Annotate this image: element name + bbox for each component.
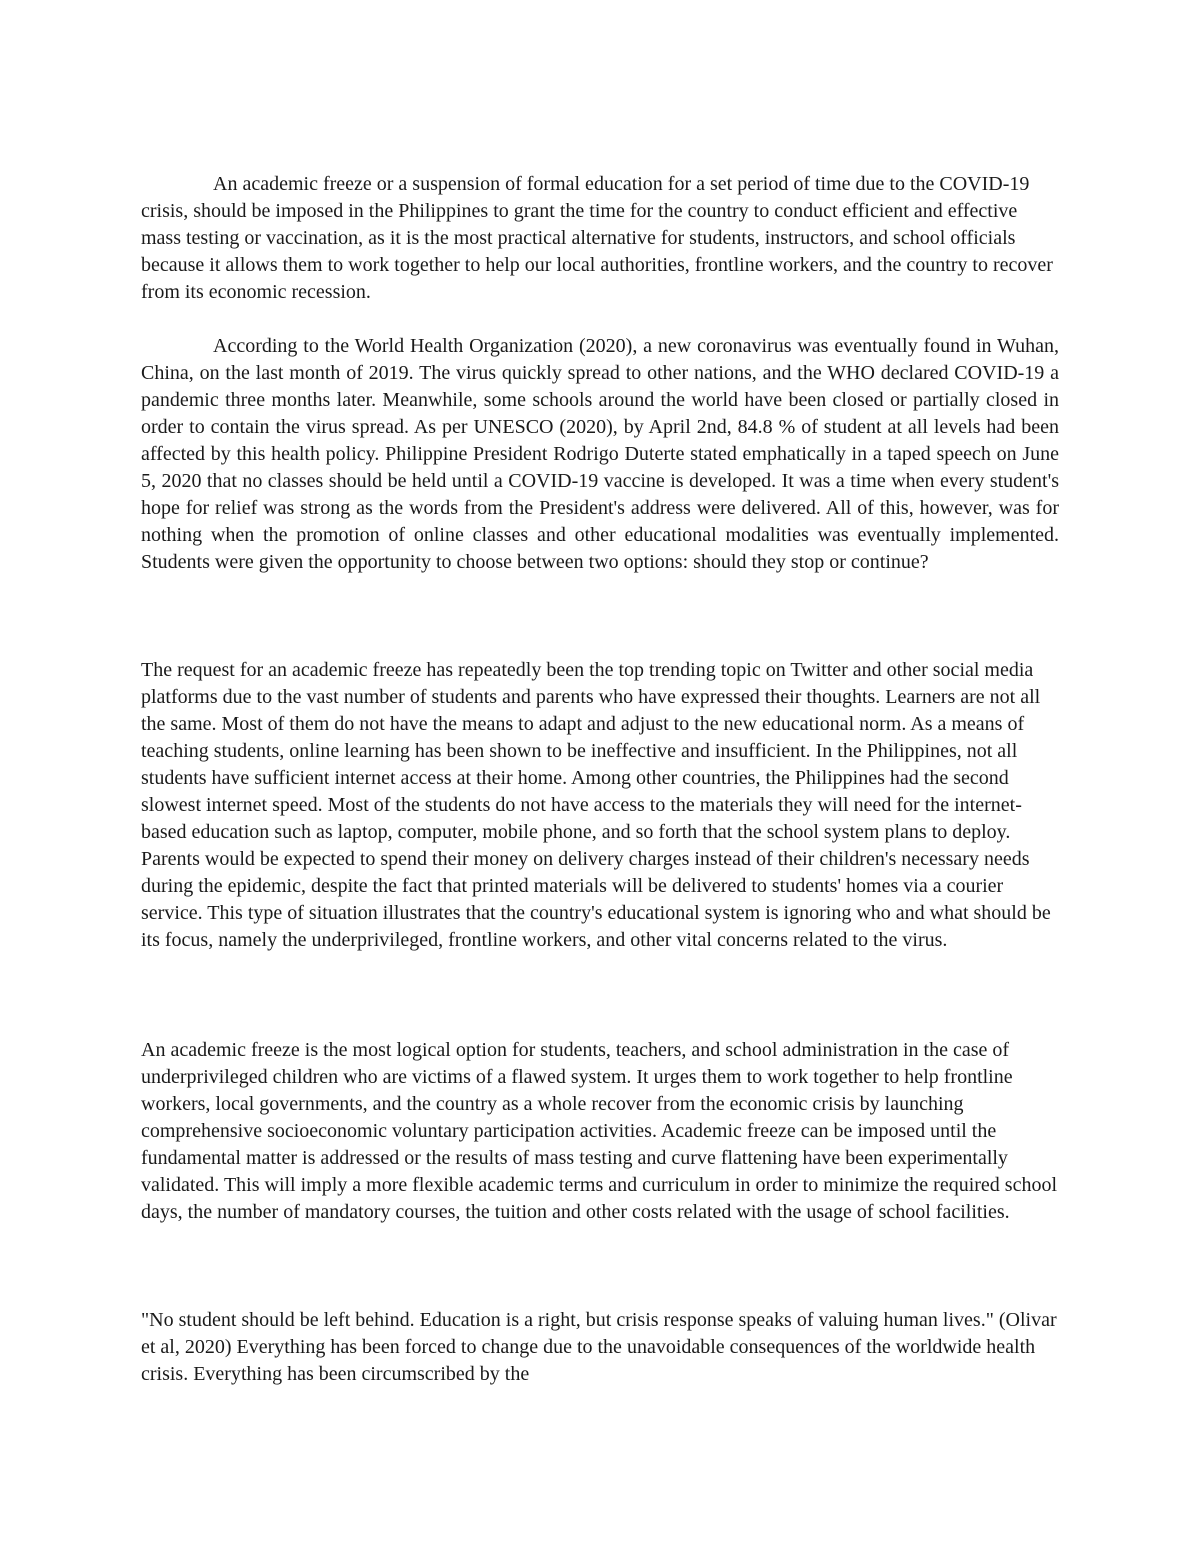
paragraph-text: According to the World Health Organization (2020), a new coronavirus was eventually found in Wuhan, China, on the last month of 2019. The virus quickly spread to other nations, and the WHO declared COVID-19 a pandemic three months later. Meanwhile, some schools around the world have been closed or partially closed in order to contain the virus spread. As per UNESCO (2020), by April 2nd, 84.8 % of student at all levels had been affected by this health policy. Philippine President Rodrigo Duterte stated emphatically in a taped speech on June 5, 2020 that no classes should be held until a COVID-19 vaccine is developed. It was a time when every student's hope for relief was strong as the words from the President's address were delivered. All of this, however, was for nothing when the promotion of online classes and other educational modalities was eventually implemented. Students were given the opportunity to choose between two options: should they stop or continue?: [141, 335, 1059, 573]
paragraph-quote: [141, 1307, 1059, 1388]
paragraph-online-learning: [141, 657, 1059, 954]
paragraph-text: The request for an academic freeze has repeatedly been the top trending topic on Twitter and other social media platforms due to the vast number of students and parents who have expressed their thoughts. Learners are not all the same. Most of them do not have the means to adapt and adjust to the new educational norm. As a means of teaching students, online learning has been shown to be ineffective and insufficient. In the Philippines, not all students have sufficient internet access at their home. Among other countries, the Philippines had the second slowest internet speed. Most of the students do not have access to the materials they will need for the internet-based education such as laptop, computer, mobile phone, and so forth that the school system plans to deploy. Parents would be expected to spend their money on delivery charges instead of their children's necessary needs during the epidemic, despite the fact that printed materials will be delivered to students' homes via a courier service. This type of situation illustrates that the country's educational system is ignoring who and what should be its focus, namely the underprivileged, frontline workers, and other vital concerns related to the virus.: [141, 659, 1051, 951]
paragraph-thesis: [141, 171, 1059, 306]
paragraph-text: "No student should be left behind. Education is a right, but crisis response speaks of valuing human lives." (Olivar et al, 2020) Everything has been forced to change due to the unavoidable consequences of the worldwide health crisis. Everything has been circumscribed by the: [141, 1309, 1057, 1385]
paragraph-academic-freeze: [141, 1037, 1059, 1226]
paragraph-text: An academic freeze is the most logical option for students, teachers, and school administration in the case of underprivileged children who are victims of a flawed system. It urges them to work together to help frontline workers, local governments, and the country as a whole recover from the economic crisis by launching comprehensive socioeconomic voluntary participation activities. Academic freeze can be imposed until the fundamental matter is addressed or the results of mass testing and curve flattening have been experimentally validated. This will imply a more flexible academic terms and curriculum in order to minimize the required school days, the number of mandatory courses, the tuition and other costs related with the usage of school facilities.: [141, 1039, 1058, 1223]
paragraph-text: An academic freeze or a suspension of formal education for a set period of time due to the COVID-19 crisis, should be imposed in the Philippines to grant the time for the country to conduct efficient and effective mass testing or vaccination, as it is the most practical alternative for students, instructors, and school officials because it allows them to work together to help our local authorities, frontline workers, and the country to recover from its economic recession.: [141, 173, 1053, 303]
paragraph-background: [141, 333, 1059, 576]
